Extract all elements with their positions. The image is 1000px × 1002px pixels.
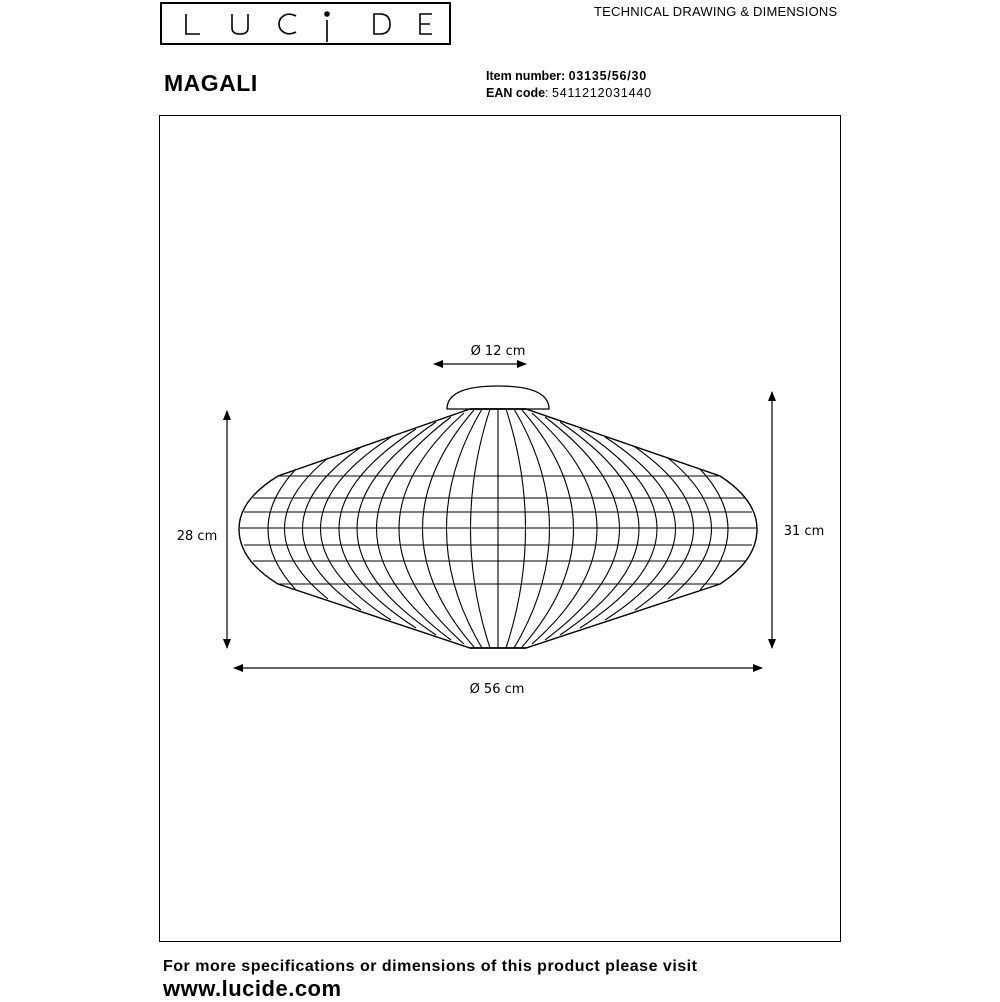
total-height-label: 31 cm xyxy=(783,524,825,539)
ean-row: EAN code: 5411212031440 xyxy=(486,86,652,100)
document-type-label: TECHNICAL DRAWING & DIMENSIONS xyxy=(594,4,838,19)
ceiling-canopy xyxy=(447,386,549,409)
canopy-diameter-label: Ø 12 cm xyxy=(470,344,526,359)
website-link[interactable]: www.lucide.com xyxy=(163,976,342,1001)
shade-diameter-label: Ø 56 cm xyxy=(469,682,525,697)
lamp-shade xyxy=(239,409,757,648)
item-number-row: Item number: 03135/56/30 xyxy=(486,69,647,83)
item-number-value: 03135/56/30 xyxy=(568,69,647,83)
dimension-canopy-diameter xyxy=(434,344,526,364)
ean-value: 5411212031440 xyxy=(552,86,652,100)
item-number-label: Item number xyxy=(486,69,562,83)
product-name: MAGALI xyxy=(164,70,258,96)
ean-label: EAN code xyxy=(486,86,546,100)
dimension-total-height xyxy=(772,392,824,648)
dimension-shade-height xyxy=(177,411,227,648)
dimension-shade-diameter xyxy=(234,668,762,697)
shade-height-label: 28 cm xyxy=(176,529,218,544)
footer-note: For more specifications or dimensions of this product please visit xyxy=(163,958,698,975)
